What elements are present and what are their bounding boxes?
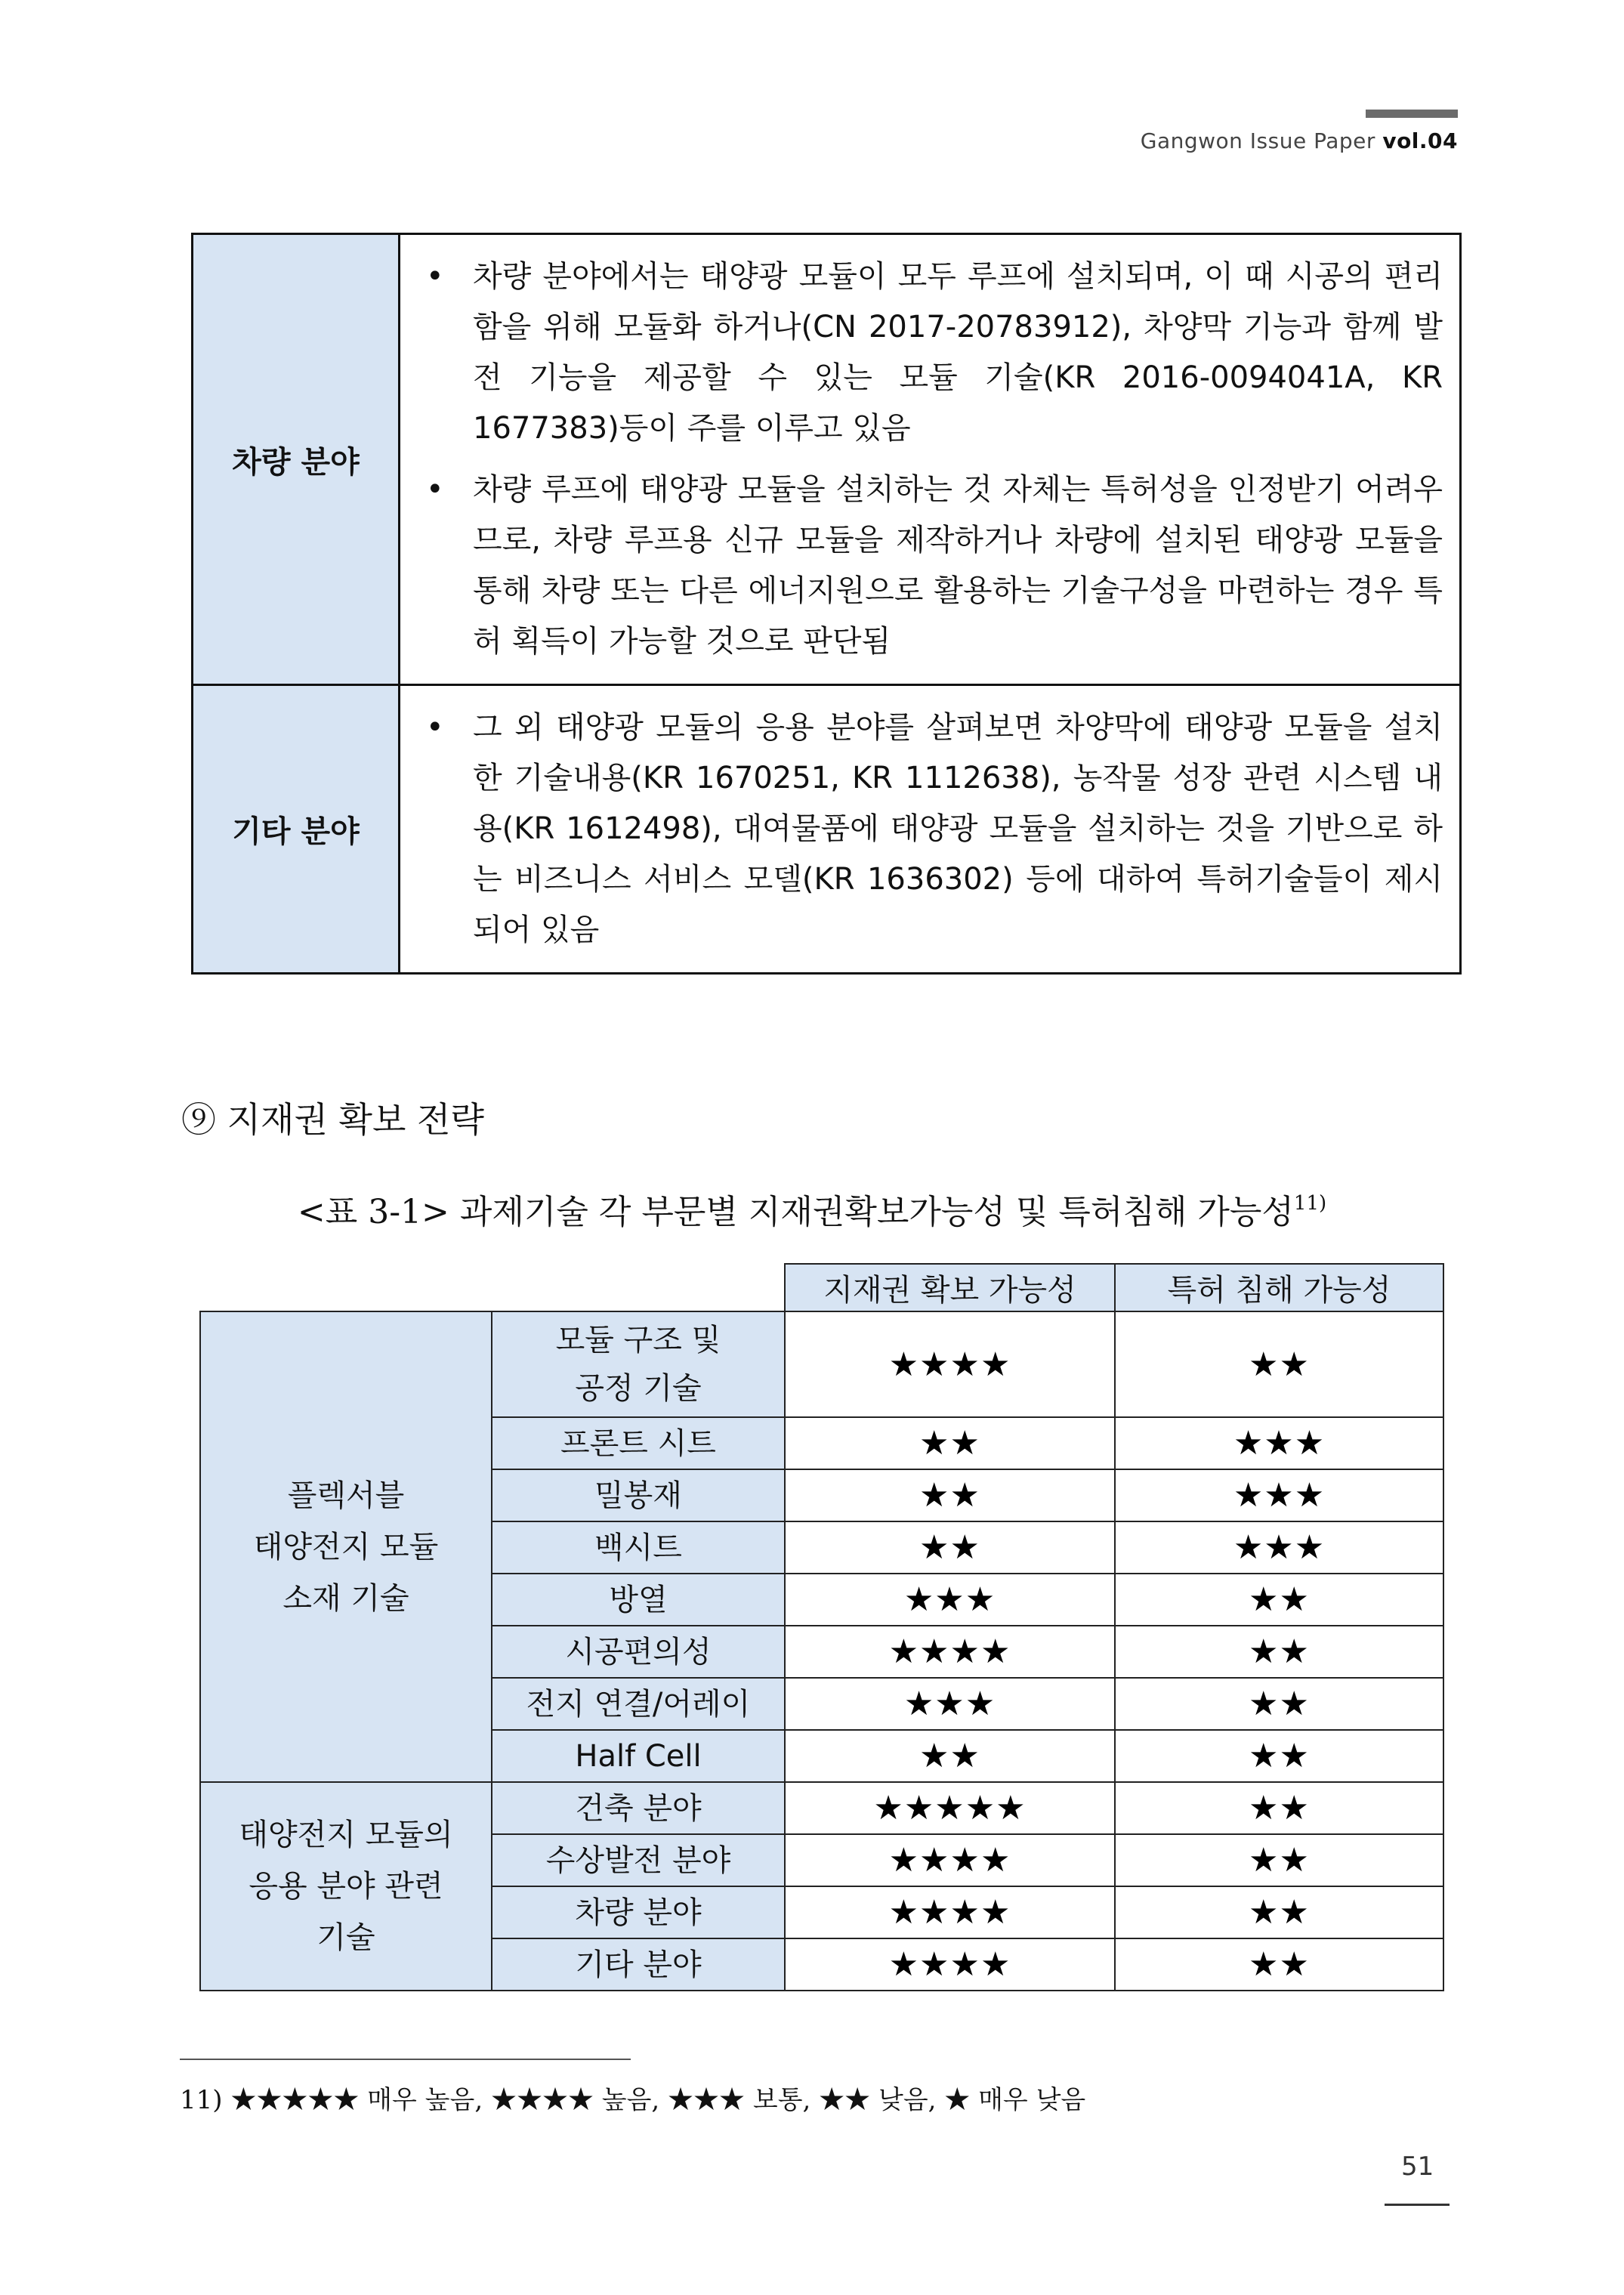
- item-label: 수상발전 분야: [492, 1834, 785, 1886]
- infringement-rating: ★★: [1115, 1886, 1443, 1938]
- header-row: [200, 1264, 1443, 1311]
- bullet-item: • 차량 루프에 태양광 모듈을 설치하는 것 자체는 특허성을 인정받기 어려우므로, 차량 루프용 신규 모듈을 제작하거나 차량에 설치된 태양광 모듈을 통해 차량 또는 다른 에너지원으로 활용하는 기술구성을 마련하는 경우 특허 획득이 가능할 것으로 판단됨: [473, 465, 1443, 667]
- infringement-rating: ★★: [1115, 1782, 1443, 1834]
- item-label: 방열: [492, 1574, 785, 1626]
- footnote-ref: 11): [1293, 1192, 1327, 1215]
- header-infringement-possibility: 특허 침해 가능성: [1115, 1264, 1443, 1311]
- item-label: 밀봉재: [492, 1469, 785, 1521]
- blank-corner: [200, 1264, 785, 1311]
- ip-rating: ★★★: [785, 1678, 1115, 1730]
- running-header: [1141, 128, 1458, 153]
- footer-bar: [1385, 2204, 1450, 2206]
- section-title: ⑨ 지재권 확보 전략: [181, 1099, 484, 1140]
- item-label: 백시트: [492, 1521, 785, 1574]
- item-label: 기타 분야: [492, 1938, 785, 1991]
- item-label: 전지 연결/어레이: [492, 1678, 785, 1730]
- bullet-item: • 차량 분야에서는 태양광 모듈이 모두 루프에 설치되며, 이 때 시공의 편리함을 위해 모듈화 하거나(CN 2017-20783912), 차양막 기능과 함께 발전 기능을 제공할 수 있는 모듈 기술(KR 2016-0094041A, KR 1677383)등이 주를 이루고 있음: [473, 252, 1443, 454]
- infringement-rating: ★★★: [1115, 1417, 1443, 1469]
- table-row: [200, 1311, 1443, 1417]
- ip-rating: ★★★★★: [785, 1782, 1115, 1834]
- ip-rating: ★★★★: [785, 1938, 1115, 1991]
- bullet-item: • 그 외 태양광 모듈의 응용 분야를 살펴보면 차양막에 태양광 모듈을 설치한 기술내용(KR 1670251, KR 1112638), 농작물 성장 관련 시스템 내용(KR 1612498), 대여물품에 태양광 모듈을 설치하는 것을 기반으로 하는 비즈니스 서비스 모델(KR 1636302) 등에 대하여 특허기술들이 제시되어 있음: [473, 703, 1443, 956]
- table-row: [193, 234, 1461, 685]
- footnote: 11) ★★★★★ 매우 높음, ★★★★ 높음, ★★★ 보통, ★★ 낮음, ★ 매우 낮음: [180, 2085, 1086, 2115]
- ip-rating: ★★: [785, 1730, 1115, 1782]
- ip-rating: ★★★★: [785, 1834, 1115, 1886]
- infringement-rating: ★★: [1115, 1730, 1443, 1782]
- ip-rating: ★★★★: [785, 1626, 1115, 1678]
- ip-rating: ★★: [785, 1417, 1115, 1469]
- application-field-table: [191, 233, 1462, 975]
- infringement-rating: ★★: [1115, 1938, 1443, 1991]
- item-label: 모듈 구조 및 공정 기술: [492, 1311, 785, 1417]
- footnote-rule: [180, 2059, 631, 2060]
- ip-rating: ★★★★: [785, 1886, 1115, 1938]
- header-volume: vol.04: [1382, 128, 1458, 153]
- infringement-rating: ★★★: [1115, 1521, 1443, 1574]
- ip-rating: ★★★: [785, 1574, 1115, 1626]
- table-caption: [0, 1185, 1624, 1233]
- ip-rating-table: [199, 1263, 1444, 1991]
- table-row: [200, 1782, 1443, 1834]
- group-label: 플렉서블 태양전지 모듈 소재 기술: [200, 1311, 492, 1782]
- infringement-rating: ★★: [1115, 1834, 1443, 1886]
- infringement-rating: ★★: [1115, 1678, 1443, 1730]
- item-label: 차량 분야: [492, 1886, 785, 1938]
- ip-rating: ★★: [785, 1521, 1115, 1574]
- infringement-rating: ★★: [1115, 1626, 1443, 1678]
- field-description: [400, 685, 1461, 974]
- page-number: 51: [1401, 2151, 1434, 2182]
- item-label: 프론트 시트: [492, 1417, 785, 1469]
- caption-text: <표 3-1> 과제기술 각 부문별 지재권확보가능성 및 특허침해 가능성: [297, 1193, 1294, 1231]
- table-row: [193, 685, 1461, 974]
- field-description: [400, 234, 1461, 685]
- item-label: Half Cell: [492, 1730, 785, 1782]
- group-label: 태양전지 모듈의 응용 분야 관련 기술: [200, 1782, 492, 1991]
- field-label: 기타 분야: [193, 685, 400, 974]
- item-label: 시공편의성: [492, 1626, 785, 1678]
- ip-rating: ★★: [785, 1469, 1115, 1521]
- infringement-rating: ★★: [1115, 1574, 1443, 1626]
- item-label: 건축 분야: [492, 1782, 785, 1834]
- infringement-rating: ★★★: [1115, 1469, 1443, 1521]
- infringement-rating: ★★: [1115, 1311, 1443, 1417]
- header-ip-possibility: 지재권 확보 가능성: [785, 1264, 1115, 1311]
- ip-rating: ★★★★: [785, 1311, 1115, 1417]
- field-label: 차량 분야: [193, 234, 400, 685]
- header-bar: [1366, 110, 1458, 118]
- header-title: Gangwon Issue Paper: [1140, 128, 1375, 153]
